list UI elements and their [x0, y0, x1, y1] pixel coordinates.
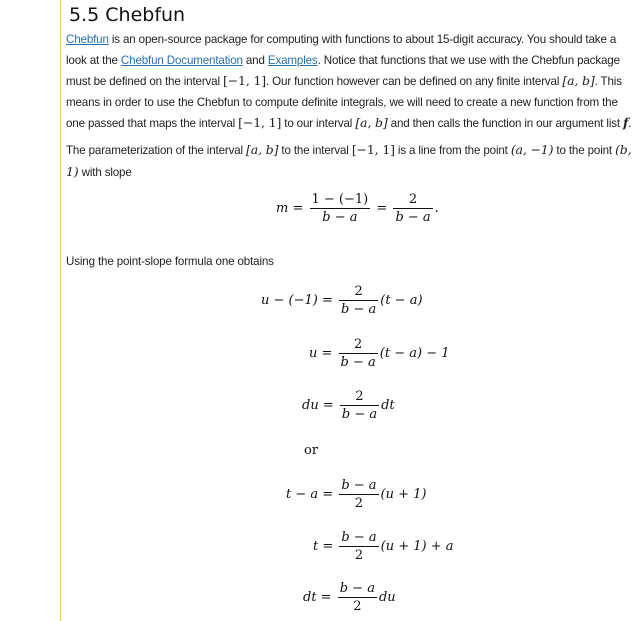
or-label: or	[304, 443, 319, 458]
fraction: $\frac{2}{b - a}$	[395, 192, 431, 225]
equation-2: u = $\frac{2}{b - a}$ (t − a) − 1	[309, 337, 450, 370]
equation-6: dt = $\frac{b - a}{2}$ du	[303, 581, 396, 614]
interval-ab: [a, b]	[562, 73, 595, 88]
fraction: $\frac{b - a}{2}$	[341, 530, 377, 563]
equation-5: t = $\frac{b - a}{2}$ (u + 1) + a	[313, 530, 454, 563]
examples-link[interactable]: Examples	[267, 53, 318, 67]
fraction: $\frac{b - a}{2}$	[341, 478, 377, 511]
slope-equation: m = $\frac{1 - (-1)}{b - a}$ = $\frac{2}{b - a}$ .	[276, 192, 439, 225]
point-slope-text: Using the point-slope formula one obtains	[66, 255, 274, 268]
chebfun-link[interactable]: Chebfun	[66, 33, 109, 46]
equation-4: t − a = $\frac{b - a}{2}$ (u + 1)	[286, 478, 427, 511]
fraction: $\frac{1 - (-1)}{b - a}$	[311, 192, 369, 225]
equation-3: du = $\frac{2}{b - a}$ dt	[302, 389, 395, 422]
fraction: $\frac{2}{b - a}$	[341, 284, 377, 317]
fraction: $\frac{2}{b - a}$	[341, 389, 378, 422]
cell-left-border	[60, 0, 61, 621]
interval-std: [−1, 1]	[222, 73, 267, 88]
intro-paragraph: Chebfun is an open-source package for computing with functions to about 15-digit accuracy. You should take a look at the Chebfun Documentation and Examples. Notice that functions that we use with the Chebfun package must be defined on the interval [−1, 1]. Our function however can be defined on any finite interval [a, b]. This means in order to use the Chebfun to compute definite integrals, we will need to create a new function from the one passed that maps the interval [−1, 1] to our interval [a, b] and then calls the function in our argument list f.	[66, 33, 632, 130]
equation-1: u − (−1) = $\frac{2}{b - a}$ (t − a)	[261, 284, 423, 317]
section-title: 5.5 Chebfun	[69, 4, 186, 26]
chebfun-docs-link[interactable]: Chebfun Documentation	[120, 53, 243, 67]
fraction: $\frac{b - a}{2}$	[339, 581, 375, 614]
fraction: $\frac{2}{b - a}$	[340, 337, 376, 370]
parameterization-paragraph: The parameterization of the interval [a, b] to the interval [−1, 1] is a line from the point (a, −1) to the point (b, 1) with slope	[66, 142, 632, 179]
